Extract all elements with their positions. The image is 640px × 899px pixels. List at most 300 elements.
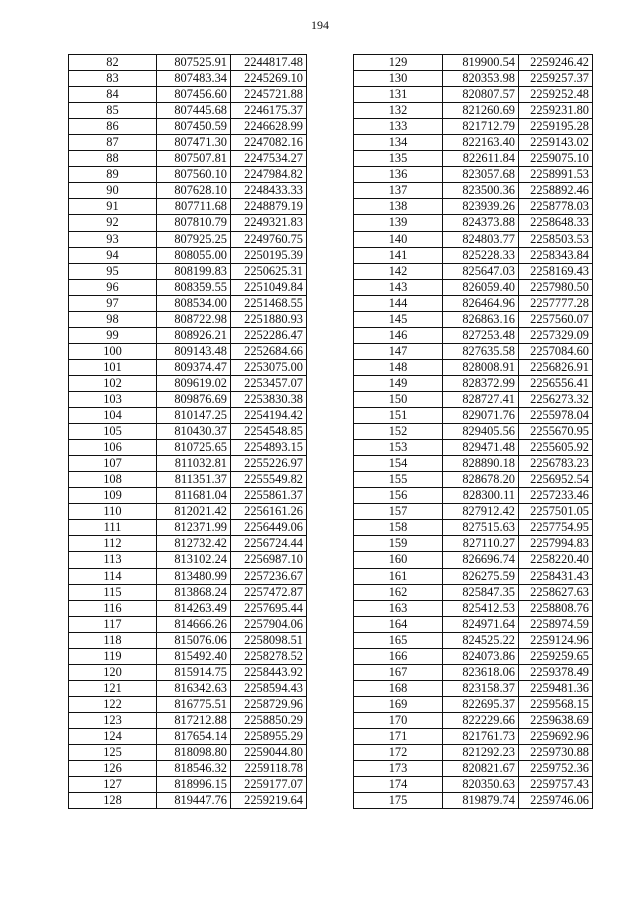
- x-coordinate-cell: 820807.57: [443, 87, 519, 103]
- x-coordinate-cell: 827110.27: [443, 536, 519, 552]
- point-number-cell: 84: [69, 87, 157, 103]
- y-coordinate-cell: 2258892.46: [519, 183, 593, 199]
- point-number-cell: 88: [69, 151, 157, 167]
- x-coordinate-cell: 812021.42: [157, 504, 231, 520]
- table-row: [354, 488, 593, 504]
- table-row: [69, 391, 307, 407]
- y-coordinate-cell: 2255861.37: [231, 488, 307, 504]
- point-number-cell: 128: [69, 793, 157, 809]
- y-coordinate-cell: 2247984.82: [231, 167, 307, 183]
- table-row: [69, 616, 307, 632]
- y-coordinate-cell: 2257695.44: [231, 600, 307, 616]
- y-coordinate-cell: 2259177.07: [231, 777, 307, 793]
- table-row: [69, 295, 307, 311]
- point-number-cell: 83: [69, 71, 157, 87]
- point-number-cell: 173: [354, 761, 443, 777]
- y-coordinate-cell: 2257084.60: [519, 343, 593, 359]
- table-row: [354, 295, 593, 311]
- table-row: [354, 680, 593, 696]
- x-coordinate-cell: 807445.68: [157, 103, 231, 119]
- x-coordinate-cell: 822695.37: [443, 696, 519, 712]
- point-number-cell: 170: [354, 712, 443, 728]
- y-coordinate-cell: 2249321.83: [231, 215, 307, 231]
- coordinate-table-right: [353, 54, 593, 809]
- y-coordinate-cell: 2256987.10: [231, 552, 307, 568]
- point-number-cell: 133: [354, 119, 443, 135]
- point-number-cell: 157: [354, 504, 443, 520]
- x-coordinate-cell: 828890.18: [443, 456, 519, 472]
- y-coordinate-cell: 2259118.78: [231, 761, 307, 777]
- table-row: [69, 408, 307, 424]
- point-number-cell: 167: [354, 664, 443, 680]
- x-coordinate-cell: 810430.37: [157, 424, 231, 440]
- table-row: [354, 311, 593, 327]
- x-coordinate-cell: 807483.34: [157, 71, 231, 87]
- x-coordinate-cell: 824073.86: [443, 648, 519, 664]
- point-number-cell: 121: [69, 680, 157, 696]
- table-row: [354, 536, 593, 552]
- table-row: [69, 488, 307, 504]
- table-row: [354, 600, 593, 616]
- y-coordinate-cell: 2259124.96: [519, 632, 593, 648]
- y-coordinate-cell: 2253830.38: [231, 391, 307, 407]
- table-row: [354, 279, 593, 295]
- y-coordinate-cell: 2259259.65: [519, 648, 593, 664]
- x-coordinate-cell: 827635.58: [443, 343, 519, 359]
- x-coordinate-cell: 813102.24: [157, 552, 231, 568]
- y-coordinate-cell: 2257994.83: [519, 536, 593, 552]
- table-row: [354, 504, 593, 520]
- x-coordinate-cell: 825412.53: [443, 600, 519, 616]
- table-row: [354, 231, 593, 247]
- table-row: [354, 247, 593, 263]
- y-coordinate-cell: 2259757.43: [519, 777, 593, 793]
- y-coordinate-cell: 2259746.06: [519, 793, 593, 809]
- point-number-cell: 165: [354, 632, 443, 648]
- table-row: [354, 664, 593, 680]
- y-coordinate-cell: 2248879.19: [231, 199, 307, 215]
- y-coordinate-cell: 2250195.39: [231, 247, 307, 263]
- point-number-cell: 143: [354, 279, 443, 295]
- table-row: [69, 263, 307, 279]
- x-coordinate-cell: 809143.48: [157, 343, 231, 359]
- x-coordinate-cell: 821292.23: [443, 745, 519, 761]
- y-coordinate-cell: 2256783.23: [519, 456, 593, 472]
- table-row: [69, 343, 307, 359]
- y-coordinate-cell: 2259075.10: [519, 151, 593, 167]
- point-number-cell: 137: [354, 183, 443, 199]
- x-coordinate-cell: 807525.91: [157, 55, 231, 71]
- table-row: [69, 761, 307, 777]
- y-coordinate-cell: 2259231.80: [519, 103, 593, 119]
- table-row: [69, 456, 307, 472]
- x-coordinate-cell: 820821.67: [443, 761, 519, 777]
- x-coordinate-cell: 821260.69: [443, 103, 519, 119]
- x-coordinate-cell: 816342.63: [157, 680, 231, 696]
- y-coordinate-cell: 2257904.06: [231, 616, 307, 632]
- y-coordinate-cell: 2256826.91: [519, 359, 593, 375]
- table-row: [69, 712, 307, 728]
- x-coordinate-cell: 824373.88: [443, 215, 519, 231]
- y-coordinate-cell: 2259481.36: [519, 680, 593, 696]
- x-coordinate-cell: 807471.30: [157, 135, 231, 151]
- x-coordinate-cell: 820353.98: [443, 71, 519, 87]
- y-coordinate-cell: 2245721.88: [231, 87, 307, 103]
- table-row: [69, 793, 307, 809]
- y-coordinate-cell: 2247534.27: [231, 151, 307, 167]
- point-number-cell: 151: [354, 408, 443, 424]
- table-row: [354, 343, 593, 359]
- point-number-cell: 142: [354, 263, 443, 279]
- x-coordinate-cell: 823057.68: [443, 167, 519, 183]
- y-coordinate-cell: 2247082.16: [231, 135, 307, 151]
- x-coordinate-cell: 827515.63: [443, 520, 519, 536]
- y-coordinate-cell: 2251880.93: [231, 311, 307, 327]
- table-row: [69, 215, 307, 231]
- point-number-cell: 163: [354, 600, 443, 616]
- table-row: [354, 103, 593, 119]
- point-number-cell: 127: [69, 777, 157, 793]
- table-row: [354, 568, 593, 584]
- y-coordinate-cell: 2257777.28: [519, 295, 593, 311]
- y-coordinate-cell: 2259219.64: [231, 793, 307, 809]
- point-number-cell: 95: [69, 263, 157, 279]
- table-row: [69, 520, 307, 536]
- point-number-cell: 93: [69, 231, 157, 247]
- table-row: [69, 472, 307, 488]
- y-coordinate-cell: 2255605.92: [519, 440, 593, 456]
- x-coordinate-cell: 807925.25: [157, 231, 231, 247]
- y-coordinate-cell: 2254194.42: [231, 408, 307, 424]
- table-row: [354, 648, 593, 664]
- y-coordinate-cell: 2250625.31: [231, 263, 307, 279]
- table-row: [69, 424, 307, 440]
- x-coordinate-cell: 823939.26: [443, 199, 519, 215]
- table-row: [354, 359, 593, 375]
- table-row: [354, 728, 593, 744]
- table-row: [354, 440, 593, 456]
- y-coordinate-cell: 2258098.51: [231, 632, 307, 648]
- point-number-cell: 100: [69, 343, 157, 359]
- y-coordinate-cell: 2257560.07: [519, 311, 593, 327]
- point-number-cell: 87: [69, 135, 157, 151]
- table-row: [69, 680, 307, 696]
- y-coordinate-cell: 2258594.43: [231, 680, 307, 696]
- table-row: [354, 761, 593, 777]
- table-row: [354, 87, 593, 103]
- y-coordinate-cell: 2259246.42: [519, 55, 593, 71]
- y-coordinate-cell: 2259568.15: [519, 696, 593, 712]
- x-coordinate-cell: 819879.74: [443, 793, 519, 809]
- point-number-cell: 154: [354, 456, 443, 472]
- table-row: [354, 167, 593, 183]
- point-number-cell: 159: [354, 536, 443, 552]
- page-number: 194: [311, 18, 329, 32]
- x-coordinate-cell: 812371.99: [157, 520, 231, 536]
- y-coordinate-cell: 2244817.48: [231, 55, 307, 71]
- table-row: [354, 520, 593, 536]
- y-coordinate-cell: 2256449.06: [231, 520, 307, 536]
- point-number-cell: 132: [354, 103, 443, 119]
- x-coordinate-cell: 817654.14: [157, 728, 231, 744]
- x-coordinate-cell: 807456.60: [157, 87, 231, 103]
- point-number-cell: 122: [69, 696, 157, 712]
- x-coordinate-cell: 814666.26: [157, 616, 231, 632]
- y-coordinate-cell: 2258443.92: [231, 664, 307, 680]
- table-row: [69, 632, 307, 648]
- point-number-cell: 110: [69, 504, 157, 520]
- y-coordinate-cell: 2259378.49: [519, 664, 593, 680]
- table-row: [354, 472, 593, 488]
- x-coordinate-cell: 817212.88: [157, 712, 231, 728]
- y-coordinate-cell: 2257472.87: [231, 584, 307, 600]
- x-coordinate-cell: 807711.68: [157, 199, 231, 215]
- table-row: [69, 103, 307, 119]
- table-row: [354, 263, 593, 279]
- point-number-cell: 150: [354, 391, 443, 407]
- point-number-cell: 129: [354, 55, 443, 71]
- table-row: [69, 359, 307, 375]
- x-coordinate-cell: 829405.56: [443, 424, 519, 440]
- table-row: [69, 135, 307, 151]
- table-row: [354, 584, 593, 600]
- y-coordinate-cell: 2258955.29: [231, 728, 307, 744]
- table-row: [354, 777, 593, 793]
- table-row: [69, 119, 307, 135]
- x-coordinate-cell: 826464.96: [443, 295, 519, 311]
- table-row: [354, 151, 593, 167]
- x-coordinate-cell: 825647.03: [443, 263, 519, 279]
- x-coordinate-cell: 808055.00: [157, 247, 231, 263]
- table-row: [354, 616, 593, 632]
- point-number-cell: 102: [69, 375, 157, 391]
- x-coordinate-cell: 815492.40: [157, 648, 231, 664]
- point-number-cell: 85: [69, 103, 157, 119]
- table-row: [69, 664, 307, 680]
- point-number-cell: 104: [69, 408, 157, 424]
- y-coordinate-cell: 2256556.41: [519, 375, 593, 391]
- y-coordinate-cell: 2257980.50: [519, 279, 593, 295]
- coordinate-table-left: [68, 54, 307, 809]
- y-coordinate-cell: 2255549.82: [231, 472, 307, 488]
- point-number-cell: 146: [354, 327, 443, 343]
- point-number-cell: 148: [354, 359, 443, 375]
- y-coordinate-cell: 2259044.80: [231, 745, 307, 761]
- y-coordinate-cell: 2259692.96: [519, 728, 593, 744]
- point-number-cell: 86: [69, 119, 157, 135]
- table-row: [69, 231, 307, 247]
- y-coordinate-cell: 2245269.10: [231, 71, 307, 87]
- x-coordinate-cell: 818098.80: [157, 745, 231, 761]
- table-row: [69, 199, 307, 215]
- y-coordinate-cell: 2259730.88: [519, 745, 593, 761]
- table-row: [69, 279, 307, 295]
- point-number-cell: 126: [69, 761, 157, 777]
- x-coordinate-cell: 824525.22: [443, 632, 519, 648]
- table-row: [354, 375, 593, 391]
- y-coordinate-cell: 2246628.99: [231, 119, 307, 135]
- point-number-cell: 138: [354, 199, 443, 215]
- point-number-cell: 101: [69, 359, 157, 375]
- x-coordinate-cell: 808926.21: [157, 327, 231, 343]
- x-coordinate-cell: 825228.33: [443, 247, 519, 263]
- point-number-cell: 106: [69, 440, 157, 456]
- point-number-cell: 172: [354, 745, 443, 761]
- x-coordinate-cell: 822611.84: [443, 151, 519, 167]
- table-row: [354, 408, 593, 424]
- point-number-cell: 111: [69, 520, 157, 536]
- point-number-cell: 175: [354, 793, 443, 809]
- point-number-cell: 116: [69, 600, 157, 616]
- x-coordinate-cell: 826696.74: [443, 552, 519, 568]
- table-row: [354, 199, 593, 215]
- table-row: [354, 327, 593, 343]
- point-number-cell: 147: [354, 343, 443, 359]
- table-row: [69, 247, 307, 263]
- x-coordinate-cell: 826863.16: [443, 311, 519, 327]
- point-number-cell: 91: [69, 199, 157, 215]
- y-coordinate-cell: 2259257.37: [519, 71, 593, 87]
- table-row: [354, 696, 593, 712]
- x-coordinate-cell: 807450.59: [157, 119, 231, 135]
- x-coordinate-cell: 814263.49: [157, 600, 231, 616]
- y-coordinate-cell: 2259252.48: [519, 87, 593, 103]
- x-coordinate-cell: 819900.54: [443, 55, 519, 71]
- y-coordinate-cell: 2258974.59: [519, 616, 593, 632]
- table-row: [69, 584, 307, 600]
- table-row: [69, 552, 307, 568]
- x-coordinate-cell: 819447.76: [157, 793, 231, 809]
- table-row: [69, 167, 307, 183]
- y-coordinate-cell: 2258991.53: [519, 167, 593, 183]
- x-coordinate-cell: 821712.79: [443, 119, 519, 135]
- x-coordinate-cell: 823158.37: [443, 680, 519, 696]
- x-coordinate-cell: 824803.77: [443, 231, 519, 247]
- y-coordinate-cell: 2258169.43: [519, 263, 593, 279]
- x-coordinate-cell: 826275.59: [443, 568, 519, 584]
- y-coordinate-cell: 2254893.15: [231, 440, 307, 456]
- table-row: [354, 712, 593, 728]
- table-row: [69, 151, 307, 167]
- y-coordinate-cell: 2256724.44: [231, 536, 307, 552]
- point-number-cell: 112: [69, 536, 157, 552]
- table-row: [354, 215, 593, 231]
- point-number-cell: 82: [69, 55, 157, 71]
- point-number-cell: 92: [69, 215, 157, 231]
- x-coordinate-cell: 811351.37: [157, 472, 231, 488]
- y-coordinate-cell: 2255670.95: [519, 424, 593, 440]
- point-number-cell: 140: [354, 231, 443, 247]
- x-coordinate-cell: 809619.02: [157, 375, 231, 391]
- y-coordinate-cell: 2251468.55: [231, 295, 307, 311]
- table-row: [69, 311, 307, 327]
- x-coordinate-cell: 824971.64: [443, 616, 519, 632]
- y-coordinate-cell: 2252286.47: [231, 327, 307, 343]
- table-row: [69, 55, 307, 71]
- table-row: [354, 183, 593, 199]
- x-coordinate-cell: 827253.48: [443, 327, 519, 343]
- point-number-cell: 158: [354, 520, 443, 536]
- point-number-cell: 131: [354, 87, 443, 103]
- y-coordinate-cell: 2258648.33: [519, 215, 593, 231]
- point-number-cell: 107: [69, 456, 157, 472]
- table-row: [69, 71, 307, 87]
- point-number-cell: 115: [69, 584, 157, 600]
- y-coordinate-cell: 2258278.52: [231, 648, 307, 664]
- x-coordinate-cell: 828300.11: [443, 488, 519, 504]
- table-row: [69, 536, 307, 552]
- y-coordinate-cell: 2252684.66: [231, 343, 307, 359]
- x-coordinate-cell: 815914.75: [157, 664, 231, 680]
- point-number-cell: 94: [69, 247, 157, 263]
- table-row: [69, 440, 307, 456]
- x-coordinate-cell: 807628.10: [157, 183, 231, 199]
- point-number-cell: 171: [354, 728, 443, 744]
- table-row: [69, 745, 307, 761]
- point-number-cell: 119: [69, 648, 157, 664]
- point-number-cell: 145: [354, 311, 443, 327]
- point-number-cell: 162: [354, 584, 443, 600]
- x-coordinate-cell: 807507.81: [157, 151, 231, 167]
- table-row: [354, 793, 593, 809]
- point-number-cell: 174: [354, 777, 443, 793]
- x-coordinate-cell: 807810.79: [157, 215, 231, 231]
- y-coordinate-cell: 2258850.29: [231, 712, 307, 728]
- point-number-cell: 123: [69, 712, 157, 728]
- y-coordinate-cell: 2248433.33: [231, 183, 307, 199]
- x-coordinate-cell: 808359.55: [157, 279, 231, 295]
- x-coordinate-cell: 815076.06: [157, 632, 231, 648]
- table-row: [69, 504, 307, 520]
- x-coordinate-cell: 811681.04: [157, 488, 231, 504]
- x-coordinate-cell: 822229.66: [443, 712, 519, 728]
- point-number-cell: 166: [354, 648, 443, 664]
- point-number-cell: 164: [354, 616, 443, 632]
- y-coordinate-cell: 2258343.84: [519, 247, 593, 263]
- point-number-cell: 99: [69, 327, 157, 343]
- x-coordinate-cell: 823618.06: [443, 664, 519, 680]
- point-number-cell: 136: [354, 167, 443, 183]
- point-number-cell: 108: [69, 472, 157, 488]
- table-row: [69, 183, 307, 199]
- table-row: [354, 71, 593, 87]
- x-coordinate-cell: 818546.32: [157, 761, 231, 777]
- table-row: [69, 87, 307, 103]
- y-coordinate-cell: 2256273.32: [519, 391, 593, 407]
- table-row: [69, 696, 307, 712]
- x-coordinate-cell: 825847.35: [443, 584, 519, 600]
- x-coordinate-cell: 808199.83: [157, 263, 231, 279]
- y-coordinate-cell: 2257233.46: [519, 488, 593, 504]
- x-coordinate-cell: 828727.41: [443, 391, 519, 407]
- point-number-cell: 117: [69, 616, 157, 632]
- y-coordinate-cell: 2253457.07: [231, 375, 307, 391]
- table-row: [69, 327, 307, 343]
- point-number-cell: 139: [354, 215, 443, 231]
- y-coordinate-cell: 2258503.53: [519, 231, 593, 247]
- point-number-cell: 120: [69, 664, 157, 680]
- point-number-cell: 90: [69, 183, 157, 199]
- y-coordinate-cell: 2255226.97: [231, 456, 307, 472]
- point-number-cell: 118: [69, 632, 157, 648]
- point-number-cell: 141: [354, 247, 443, 263]
- point-number-cell: 114: [69, 568, 157, 584]
- table-row: [69, 568, 307, 584]
- y-coordinate-cell: 2259143.02: [519, 135, 593, 151]
- point-number-cell: 124: [69, 728, 157, 744]
- x-coordinate-cell: 828372.99: [443, 375, 519, 391]
- y-coordinate-cell: 2256161.26: [231, 504, 307, 520]
